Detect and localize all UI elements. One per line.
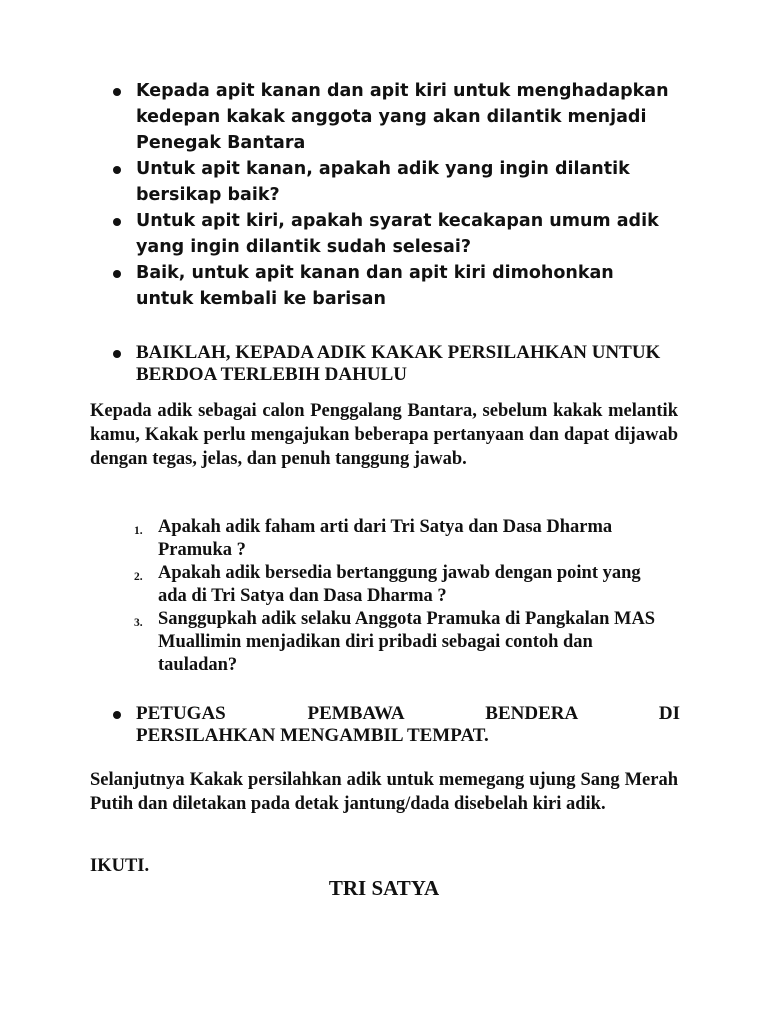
question-text: Sanggupkah adik selaku Anggota Pramuka di Pangkalan MAS Muallimin menjadikan diri pribadi sebagai contoh dan tauladan? [158, 609, 656, 675]
apit-instructions-list [110, 78, 670, 312]
bendera-line-1: PETUGAS PEMBAWA BENDERA DI [136, 703, 680, 724]
bullet-icon [113, 270, 121, 278]
bullet-icon [113, 218, 121, 226]
list-item-text: Untuk apit kiri, apakah syarat kecakapan umum adik yang ingin dilantik sudah selesai? [136, 211, 659, 257]
doa-bullet-text: BAIKLAH, KEPADA ADIK KAKAK PERSILAHKAN UNTUK BERDOA TERLEBIH DAHULU [136, 342, 661, 385]
list-item [110, 156, 670, 208]
bullet-icon [113, 350, 121, 358]
question-item [130, 562, 670, 608]
bullet-icon [113, 88, 121, 96]
question-number: 2. [134, 571, 143, 583]
question-text: Apakah adik faham arti dari Tri Satya dan Dasa Dharma Pramuka ? [158, 517, 613, 560]
bendera-bullet [110, 703, 680, 747]
question-item [130, 516, 670, 562]
list-item [110, 78, 670, 156]
merah-putih-paragraph: Selanjutnya Kakak persilahkan adik untuk memegang ujung Sang Merah Putih dan diletakan pada detak jantung/dada disebelah kiri adik. [90, 770, 678, 814]
bullet-icon [113, 166, 121, 174]
bullet-icon [113, 711, 121, 719]
list-item-text: Kepada apit kanan dan apit kiri untuk menghadapkan kedepan kakak anggota yang akan dilantik menjadi Penegak Bantara [136, 81, 669, 153]
calon-paragraph: Kepada adik sebagai calon Penggalang Bantara, sebelum kakak melantik kamu, Kakak perlu mengajukan beberapa pertanyaan dan dapat dijawab dengan tegas, jelas, dan penuh tanggung jawab. [90, 401, 678, 469]
question-number: 3. [134, 617, 143, 629]
tri-satya-heading: TRI SATYA [328, 876, 440, 900]
list-item [110, 260, 670, 312]
doa-bullet [110, 342, 680, 386]
question-text: Apakah adik bersedia bertanggung jawab dengan point yang ada di Tri Satya dan Dasa Dharma ? [158, 563, 641, 606]
list-item-text: Untuk apit kanan, apakah adik yang ingin dilantik bersikap baik? [136, 159, 630, 205]
question-number: 1. [134, 525, 143, 537]
list-item [110, 208, 670, 260]
question-item [130, 608, 670, 677]
ikuti-label: IKUTI. [90, 856, 150, 876]
bendera-line-2: PERSILAHKAN MENGAMBIL TEMPAT. [136, 725, 489, 746]
question-list [130, 516, 670, 677]
list-item-text: Baik, untuk apit kanan dan apit kiri dimohonkan untuk kembali ke barisan [136, 263, 614, 309]
